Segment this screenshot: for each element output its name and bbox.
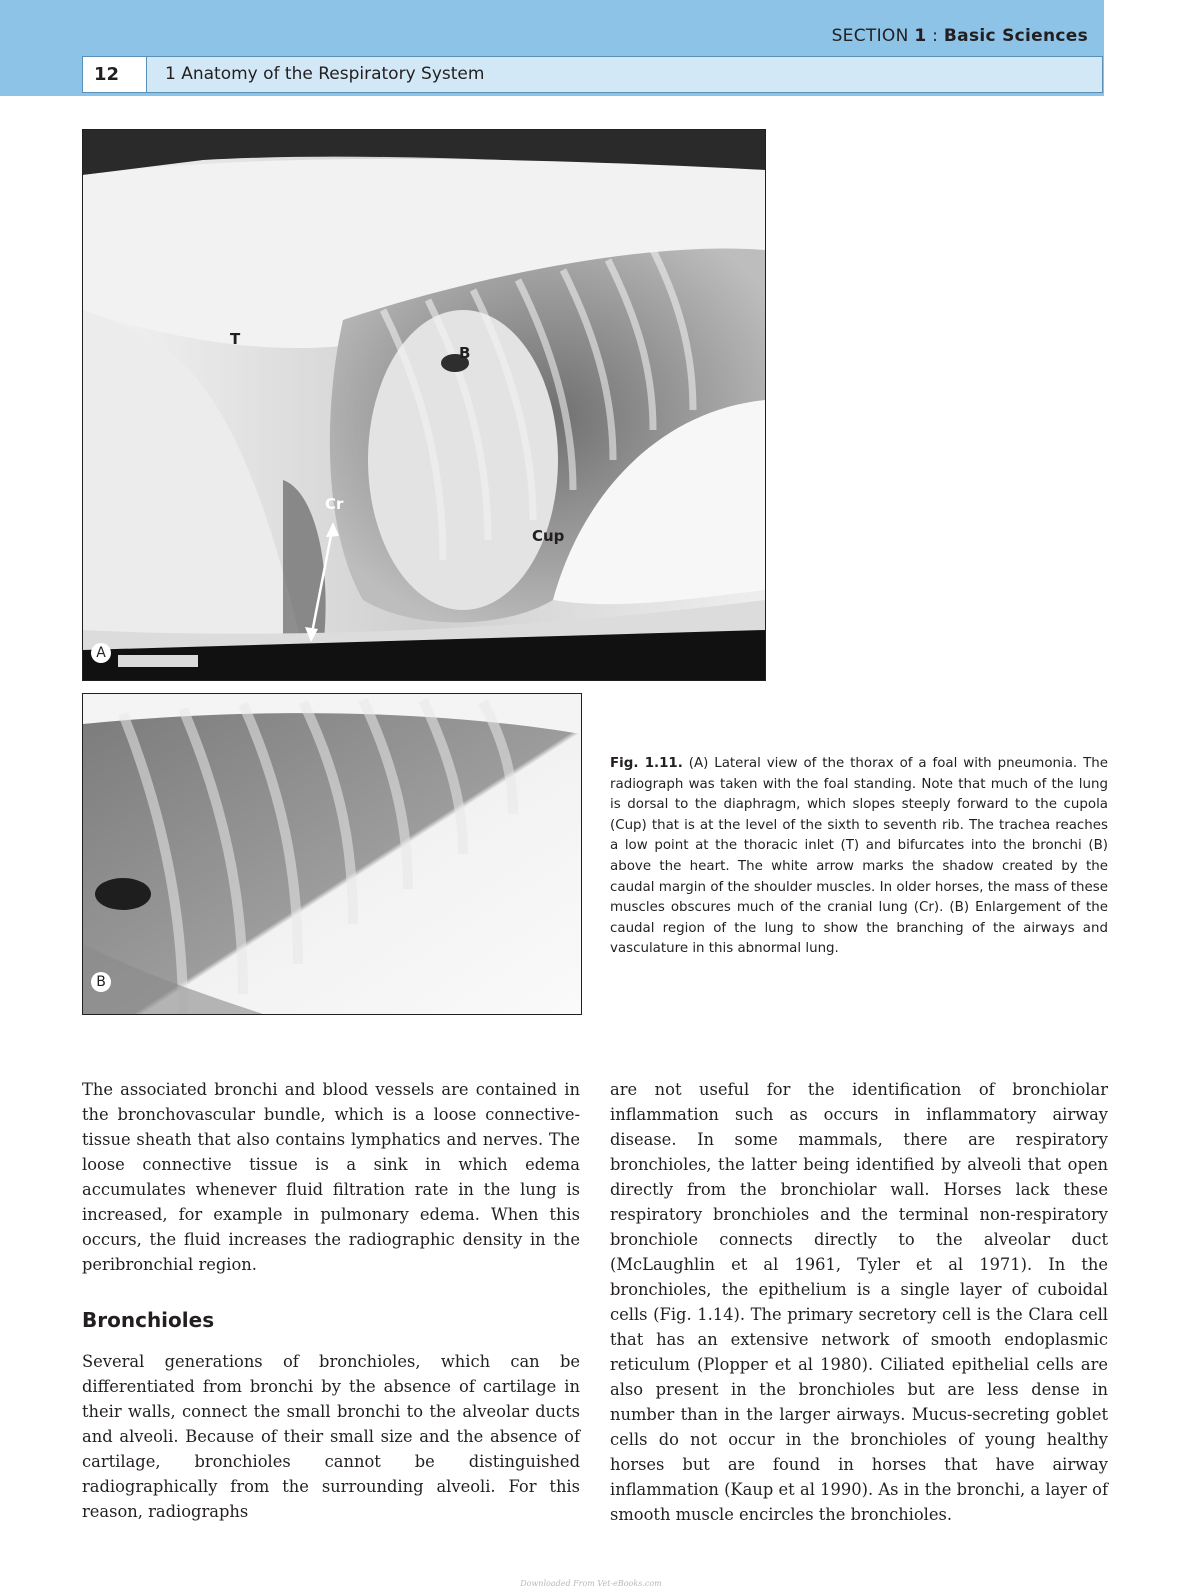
watermark: Downloaded From Vet-eBooks.com	[520, 1579, 662, 1588]
label-cupola: Cup	[532, 527, 565, 545]
body-column-right	[610, 1077, 1108, 1527]
label-cranial-lung: Cr	[325, 495, 344, 513]
body-paragraph: Several generations of bronchioles, which can be differentiated from bronchi by the absence of cartilage in their walls, connect the small bronchi to the alveolar ducts and alveoli. Because of their small size and the absence of cartilage, bronchioles cannot be distinguished radiographically from the surrounding alveoli. For this reason, radiographs	[82, 1352, 580, 1521]
caption-label: Fig. 1.11.	[610, 756, 683, 771]
radiograph-b-image	[83, 694, 581, 1014]
radiograph-panel-a	[82, 129, 766, 681]
figure-caption	[610, 754, 1108, 960]
body-paragraph: are not useful for the identification of bronchiolar inflammation such as occurs in inflammatory airway disease. In some mammals, there are respiratory bronchioles, the latter being identified by alveoli that open directly from the bronchiolar wall. Horses lack these respiratory bronchioles and the terminal non-respiratory bronchiole connects directly to the alveolar duct (McLaughlin et al 1961, Tyler et al 1971). In the bronchioles, the epithelium is a single layer of cuboidal cells (Fig. 1.14). The primary secretory cell is the Clara cell that has an extensive network of smooth endoplasmic reticulum (Plopper et al 1980). Ciliated epithelial cells are also present in the bronchioles but are less dense in number than in the larger airways. Mucus-secreting goblet cells do not occur in the bronchioles of young healthy horses but are found in horses that have airway inflammation (Kaup et al 1990). As in the bronchi, a layer of smooth muscle encircles the bronchioles.	[610, 1080, 1108, 1524]
section-heading: Bronchioles	[82, 1308, 215, 1332]
radiograph-a-image	[83, 130, 765, 680]
chapter-bar	[82, 56, 1103, 93]
label-bronchi: B	[459, 344, 471, 362]
radiograph-panel-b	[82, 693, 582, 1015]
panel-letter-b: B	[91, 972, 111, 992]
label-trachea: T	[230, 330, 241, 348]
body-column-left	[82, 1077, 580, 1524]
section-label: SECTION 1 : Basic Sciences	[831, 26, 1088, 46]
caption-text: (A) Lateral view of the thorax of a foal with pneumonia. The radiograph was taken with the foal standing. Note that much of the lung is dorsal to the diaphragm, which slopes steeply forward to the cupola (Cup) that is at the level of the sixth to seventh rib. The trachea reaches a low point at the thoracic inlet (T) and bifurcates into the bronchi (B) above the heart. The white arrow marks the shadow created by the caudal margin of the shoulder muscles. In older horses, the mass of these muscles obscures much of the cranial lung (Cr). (B) Enlargement of the caudal region of the lung to show the branching of the airways and vasculature in this abnormal lung.	[610, 756, 1108, 957]
panel-letter-a: A	[91, 643, 111, 663]
page-number: 12	[83, 57, 147, 92]
body-paragraph: The associated bronchi and blood vessels are contained in the bronchovascular bundle, which is a loose connective-tissue sheath that also contains lymphatics and nerves. The loose connective tissue is a sink in which edema accumulates whenever fluid filtration rate in the lung is increased, for example in pulmonary edema. When this occurs, the fluid increases the radiographic density in the peribronchial region.	[82, 1080, 580, 1274]
chapter-title: 1 Anatomy of the Respiratory System	[165, 64, 485, 84]
